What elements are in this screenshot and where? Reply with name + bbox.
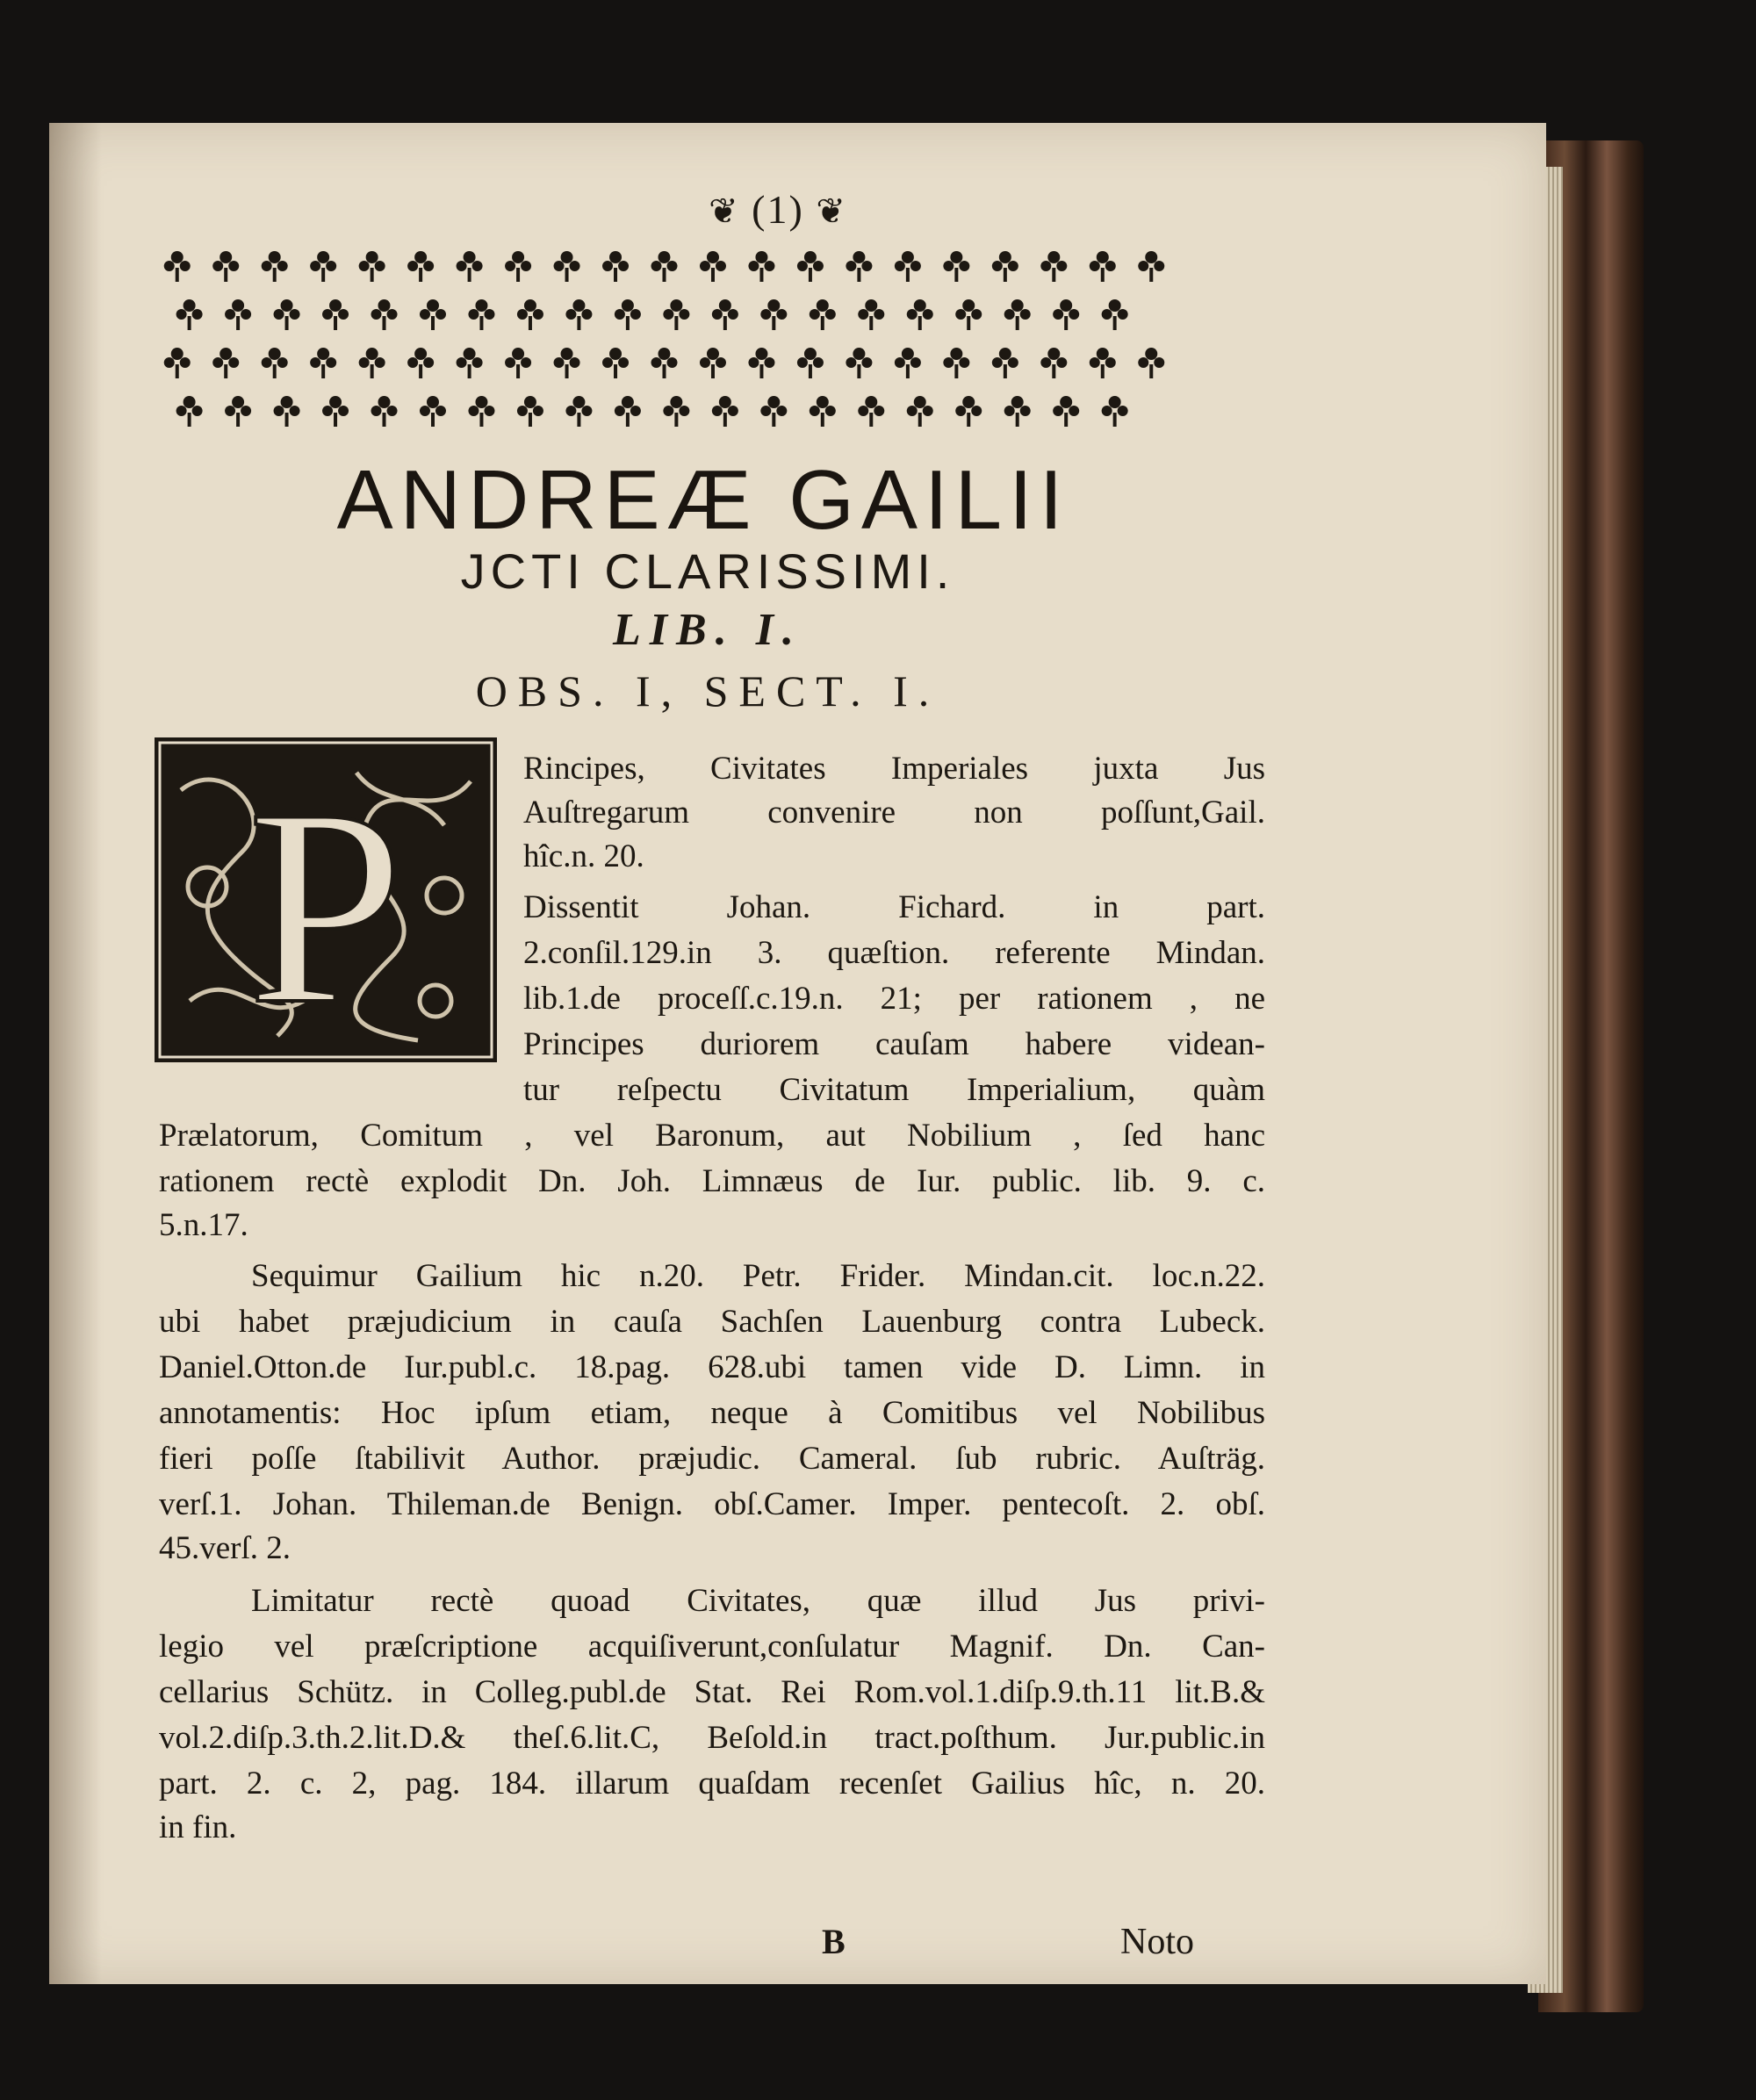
fleuron-motif-icon: [797, 348, 824, 378]
fleuron-motif-icon: [992, 251, 1018, 282]
body-line: tur reſpectu Civitatum Imperialium, quàm: [523, 1072, 1265, 1108]
fleuron-motif-icon: [797, 251, 824, 282]
fleuron-motif-icon: [457, 348, 483, 378]
body-line: in fin.: [159, 1809, 237, 1845]
book-page: [49, 123, 1546, 1984]
fleuron-motif-icon: [810, 299, 836, 330]
fleuron-motif-icon: [1040, 251, 1067, 282]
fleuron-motif-icon: [517, 396, 543, 427]
body-line: annotamentis: Hoc ipſum etiam, neque à Comitibus vel Nobilibus: [159, 1395, 1265, 1431]
fleuron-motif-icon: [1004, 396, 1031, 427]
fleuron-motif-icon: [1138, 348, 1164, 378]
page-number: (1): [752, 187, 804, 232]
fleuron-motif-icon: [371, 396, 398, 427]
fleuron-motif-icon: [359, 348, 385, 378]
body-line: ubi habet præjudicium in cauſa Sachſen Lauenburg contra Lubeck.: [159, 1304, 1265, 1340]
fleuron-motif-icon: [810, 396, 836, 427]
fleuron-motif-icon: [943, 251, 969, 282]
body-line: Rincipes, Civitates Imperiales juxta Jus: [523, 751, 1265, 787]
fleuron-motif-icon: [310, 251, 336, 282]
fleuron-motif-icon: [748, 251, 774, 282]
fleuron-motif-icon: [907, 299, 933, 330]
fleuron-motif-icon: [1102, 299, 1128, 330]
fleuron-motif-icon: [895, 348, 921, 378]
fleuron-motif-icon: [359, 251, 385, 282]
gutter-shadow: [49, 123, 102, 1984]
fleuron-motif-icon: [955, 396, 982, 427]
body-line: Prælatorum, Comitum , vel Baronum, aut Nobilium , ſed hanc: [159, 1118, 1265, 1154]
fleuron-motif-icon: [164, 348, 191, 378]
body-line: Auſtregarum convenire non poſſunt,Gail.: [523, 795, 1265, 831]
body-line: Sequimur Gailium hic n.20. Petr. Frider. Mindan.cit. loc.n.22.: [251, 1258, 1265, 1294]
fleuron-motif-icon: [554, 348, 580, 378]
fleuron-motif-icon: [565, 396, 592, 427]
fleuron-motif-icon: [700, 251, 726, 282]
fleuron-motif-icon: [407, 251, 434, 282]
fleuron-motif-icon: [225, 396, 251, 427]
fleuron-motif-icon: [322, 396, 349, 427]
fleuron-motif-icon: [468, 396, 494, 427]
body-line: rationem rectè explodit Dn. Joh. Limnæus de Iur. public. lib. 9. c.: [159, 1163, 1265, 1199]
fleuron-motif-icon: [407, 348, 434, 378]
fleuron-motif-icon: [663, 396, 689, 427]
fleuron-motif-icon: [1090, 251, 1116, 282]
fleuron-motif-icon: [164, 251, 191, 282]
body-line: verſ.1. Johan. Thileman.de Benign. obſ.Camer. Imper. pentecoſt. 2. obſ.: [159, 1486, 1265, 1522]
fleuron-motif-icon: [420, 299, 446, 330]
fleuron-motif-icon: [176, 396, 203, 427]
fleuron-right-icon: ❦: [816, 191, 847, 231]
body-line: 5.n.17.: [159, 1207, 248, 1243]
fleuron-motif-icon: [262, 251, 288, 282]
body-line: Dissentit Johan. Fichard. in part.: [523, 889, 1265, 925]
page-header: [558, 186, 997, 233]
body-line: 45.verſ. 2.: [159, 1530, 291, 1566]
fleuron-motif-icon: [615, 396, 641, 427]
body-line: fieri poſſe ſtabilivit Author. præjudic. Cameral. ſub rubric. Auſträg.: [159, 1441, 1265, 1477]
fleuron-motif-icon: [517, 299, 543, 330]
fleuron-motif-icon: [212, 251, 239, 282]
fleuron-motif-icon: [420, 396, 446, 427]
fleuron-motif-icon: [225, 299, 251, 330]
fleuron-motif-icon: [1102, 396, 1128, 427]
fleuron-motif-icon: [565, 299, 592, 330]
fleuron-motif-icon: [943, 348, 969, 378]
fleuron-motif-icon: [846, 348, 872, 378]
fleuron-motif-icon: [760, 396, 787, 427]
fleuron-motif-icon: [663, 299, 689, 330]
body-line: cellarius Schütz. in Colleg.publ.de Stat. Rei Rom.vol.1.diſp.9.th.11 lit.B.&: [159, 1674, 1265, 1710]
fleuron-motif-icon: [212, 348, 239, 378]
fleuron-motif-icon: [310, 348, 336, 378]
fleuron-motif-icon: [1090, 348, 1116, 378]
signature-mark: B: [822, 1922, 846, 1961]
drop-cap-letter: P: [248, 752, 404, 1062]
fleuron-motif-icon: [700, 348, 726, 378]
fleuron-motif-icon: [992, 348, 1018, 378]
body-line: Daniel.Otton.de Iur.publ.c. 18.pag. 628.ubi tamen vide D. Limn. in: [159, 1349, 1265, 1385]
fleuron-motif-icon: [468, 299, 494, 330]
body-line: part. 2. c. 2, pag. 184. illarum quaſdam recenſet Gailius hîc, n. 20.: [159, 1766, 1265, 1802]
title-book: LIB. I.: [613, 605, 802, 655]
body-line: 2.conſil.129.in 3. quæſtion. referente Mindan.: [523, 935, 1265, 971]
fleuron-motif-icon: [554, 251, 580, 282]
fleuron-motif-icon: [371, 299, 398, 330]
fleuron-motif-icon: [1053, 396, 1079, 427]
fleuron-motif-icon: [712, 299, 738, 330]
fleuron-motif-icon: [1004, 299, 1031, 330]
fleuron-motif-icon: [262, 348, 288, 378]
fleuron-motif-icon: [274, 299, 300, 330]
fleuron-motif-icon: [457, 251, 483, 282]
body-line: lib.1.de proceſſ.c.19.n. 21; per rationem , ne: [523, 981, 1265, 1017]
body-line: Principes duriorem cauſam habere videan-: [523, 1026, 1265, 1062]
fleuron-motif-icon: [955, 299, 982, 330]
fleuron-motif-icon: [907, 396, 933, 427]
fleuron-motif-icon: [615, 299, 641, 330]
fleuron-motif-icon: [712, 396, 738, 427]
fleuron-motif-icon: [602, 348, 629, 378]
fleuron-motif-icon: [274, 396, 300, 427]
fleuron-motif-icon: [1040, 348, 1067, 378]
body-line: hîc.n. 20.: [523, 838, 644, 874]
fleuron-motif-icon: [505, 348, 531, 378]
fleuron-motif-icon: [505, 251, 531, 282]
fleuron-motif-icon: [1053, 299, 1079, 330]
fleuron-motif-icon: [748, 348, 774, 378]
body-line: vol.2.diſp.3.th.2.lit.D.& theſ.6.lit.C, Beſold.in tract.poſthum. Jur.public.in: [159, 1720, 1265, 1756]
fleuron-motif-icon: [1138, 251, 1164, 282]
decorated-initial-icon: [155, 737, 497, 1062]
title-observation: OBS. I, SECT. I.: [475, 666, 940, 716]
fleuron-motif-icon: [602, 251, 629, 282]
fleuron-motif-icon: [895, 251, 921, 282]
fleuron-motif-icon: [858, 299, 884, 330]
fleuron-motif-icon: [760, 299, 787, 330]
fleuron-motif-icon: [858, 396, 884, 427]
title-subtitle: JCTI CLARISSIMI.: [460, 543, 955, 599]
fleuron-motif-icon: [651, 251, 678, 282]
fleuron-motif-icon: [176, 299, 203, 330]
catchword: Noto: [1120, 1922, 1194, 1962]
body-line: Limitatur rectè quoad Civitates, quæ illud Jus privi-: [251, 1583, 1265, 1619]
fleuron-motif-icon: [651, 348, 678, 378]
fleuron-motif-icon: [846, 251, 872, 282]
fleuron-motif-icon: [322, 299, 349, 330]
headpiece-ornament-icon: [153, 232, 1176, 442]
body-line: legio vel præſcriptione acquiſiverunt,conſulatur Magnif. Dn. Can-: [159, 1629, 1265, 1665]
title-author: ANDREÆ GAILII: [336, 453, 1070, 547]
fleuron-left-icon: ❦: [709, 191, 740, 231]
